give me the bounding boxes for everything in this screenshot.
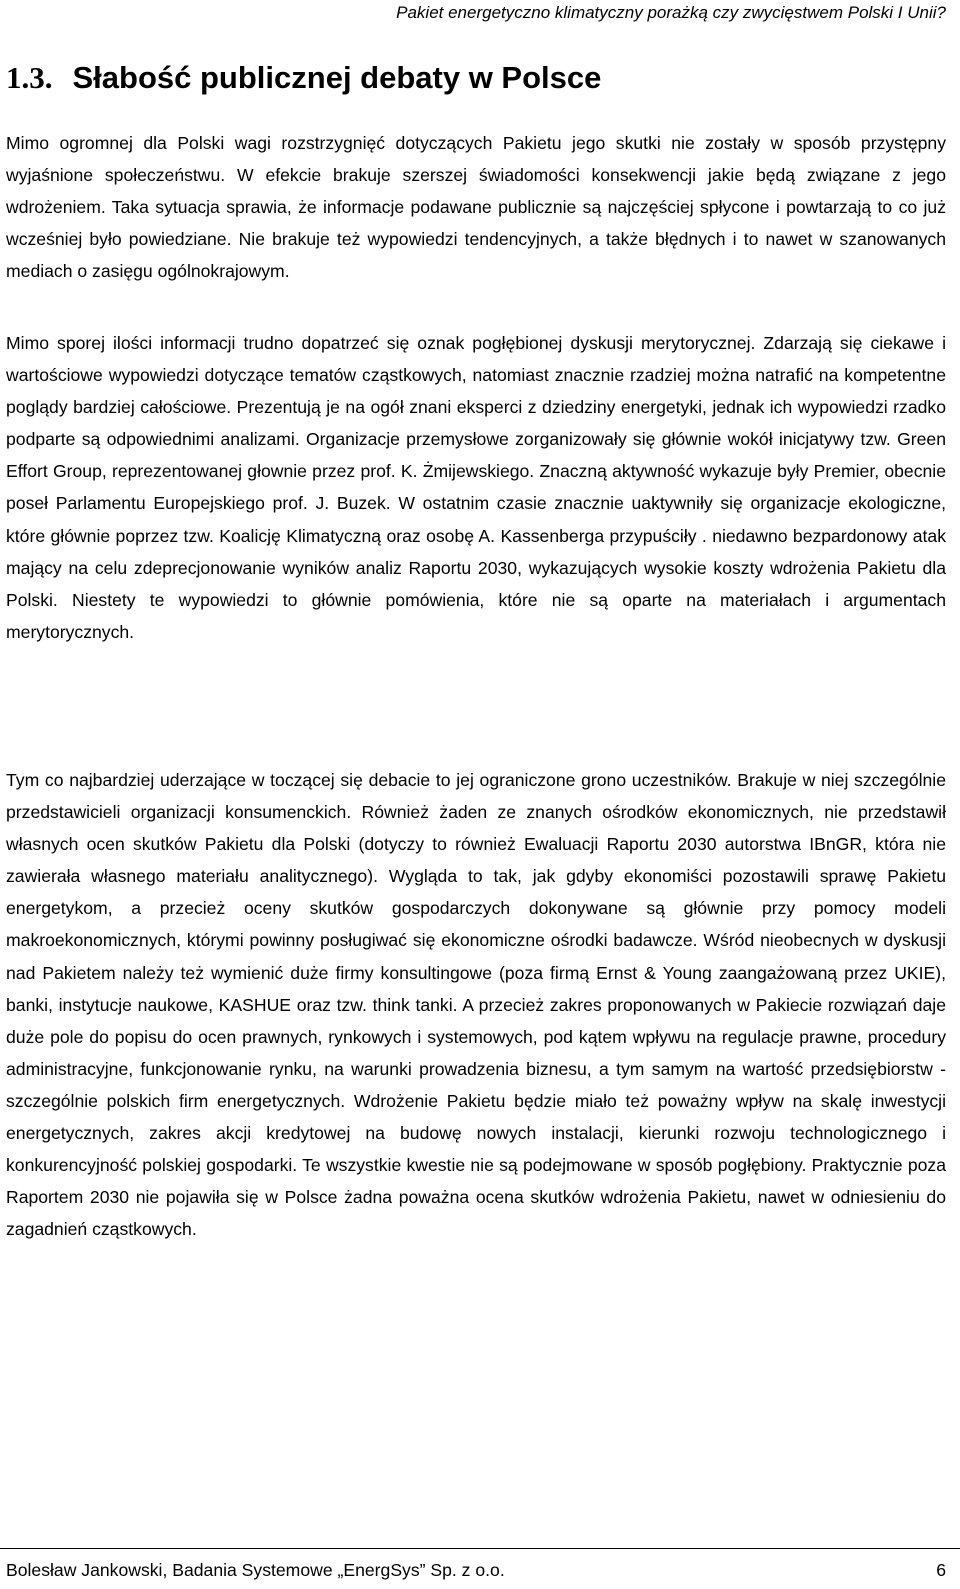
footer-author: Bolesław Jankowski, Badania Systemowe „EnergSys” Sp. z o.o.	[6, 1560, 505, 1580]
paragraph-1: Mimo ogromnej dla Polski wagi rozstrzygnięć dotyczących Pakietu jego skutki nie zostały w sposób przystępny wyjaśnione społeczeństwu. W efekcie brakuje szerszej świadomości konsekwencji jakie będą związane z jego wdrożeniem. Taka sytuacja sprawia, że informacje podawane publicznie są najczęściej spłycone i powtarzają to co już wcześniej było powiedziane. Nie brakuje też wypowiedzi tendencyjnych, a także błędnych i to nawet w szanowanych mediach o zasięgu ogólnokrajowym.	[6, 133, 946, 282]
paragraph-3: Tym co najbardziej uderzające w toczącej się debacie to jej ograniczone grono uczestników. Brakuje w niej szczególnie przedstawicieli organizacji konsumenckich. Również żaden ze znanych ośrodków ekonomicznych, nie przedstawił własnych ocen skutków Pakietu dla Polski (dotyczy to również Ewaluacji Raportu 2030 autorstwa IBnGR, która nie zawierała własnego materiału analitycznego). Wygląda to tak, jak gdyby ekonomiści pozostawili sprawę Pakietu energetykom, a przecież oceny skutków gospodarczych dokonywane są głównie przy pomocy modeli makroekonomicznych, którymi powinny posługiwać się ekonomiczne ośrodki badawcze. Wśród nieobecnych w dyskusji nad Pakietem należy też wymienić duże firmy konsultingowe (poza firmą Ernst & Young zaangażowaną przez UKIE), banki, instytucje naukowe, KASHUE oraz tzw. think tanki. A przecież zakres proponowanych w Pakiecie rozwiązań daje duże pole do popisu do ocen prawnych, rynkowych i systemowych, pod kątem wpływu na regulacje prawne, procedury administracyjne, funkcjonowanie rynku, na warunki prowadzenia biznesu, a tym samym na wartość przedsiębiorstw - szczególnie polskich firm energetycznych. Wdrożenie Pakietu będzie miało też poważny wpływ na skalę inwestycji energetycznych, zakres akcji kredytowej na budowę nowych instalacji, kierunki rozwoju technologicznego i konkurencyjność polskiej gospodarki. Te wszystkie kwestie nie są podejmowane w sposób pogłębiony. Praktycznie poza Raportem 2030 nie pojawiła się w Polsce żadna poważna ocena skutków wdrożenia Pakietu, nawet w odniesieniu do zagadnień cząstkowych.	[6, 770, 946, 1240]
section-heading	[6, 58, 601, 98]
running-header: Pakiet energetyczno klimatyczny porażką czy zwycięstwem Polski I Unii?	[396, 3, 946, 22]
paragraph-2: Mimo sporej ilości informacji trudno dopatrzeć się oznak pogłębionej dyskusji merytorycznej. Zdarzają się ciekawe i wartościowe wypowiedzi dotyczące tematów cząstkowych, natomiast znacznie rzadziej można natrafić na kompetentne poglądy bardziej całościowe. Prezentują je na ogół znani eksperci z dziedziny energetyki, jednak ich wypowiedzi rzadko podparte są odpowiednimi analizami. Organizacje przemysłowe zorganizowały się głównie wokół inicjatywy tzw. Green Effort Group, reprezentowanej głownie przez prof. K. Żmijewskiego. Znaczną aktywność wykazuje były Premier, obecnie poseł Parlamentu Europejskiego prof. J. Buzek. W ostatnim czasie znacznie uaktywniły się organizacje ekologiczne, które głównie poprzez tzw. Koalicję Klimatyczną oraz osobę A. Kassenberga przypuściły . niedawno bezpardonowy atak mający na celu zdeprecjonowanie wyników analiz Raportu 2030, wykazujących wysokie koszty wdrożenia Pakietu dla Polski. Niestety te wypowiedzi to głównie pomówienia, które nie są oparte na materiałach i argumentach merytorycznych.	[6, 333, 946, 642]
section-number: 1.3.	[6, 60, 53, 95]
page-footer	[0, 1548, 960, 1580]
page-number: 6	[936, 1560, 946, 1580]
section-title: Słabość publicznej debaty w Polsce	[72, 60, 602, 95]
